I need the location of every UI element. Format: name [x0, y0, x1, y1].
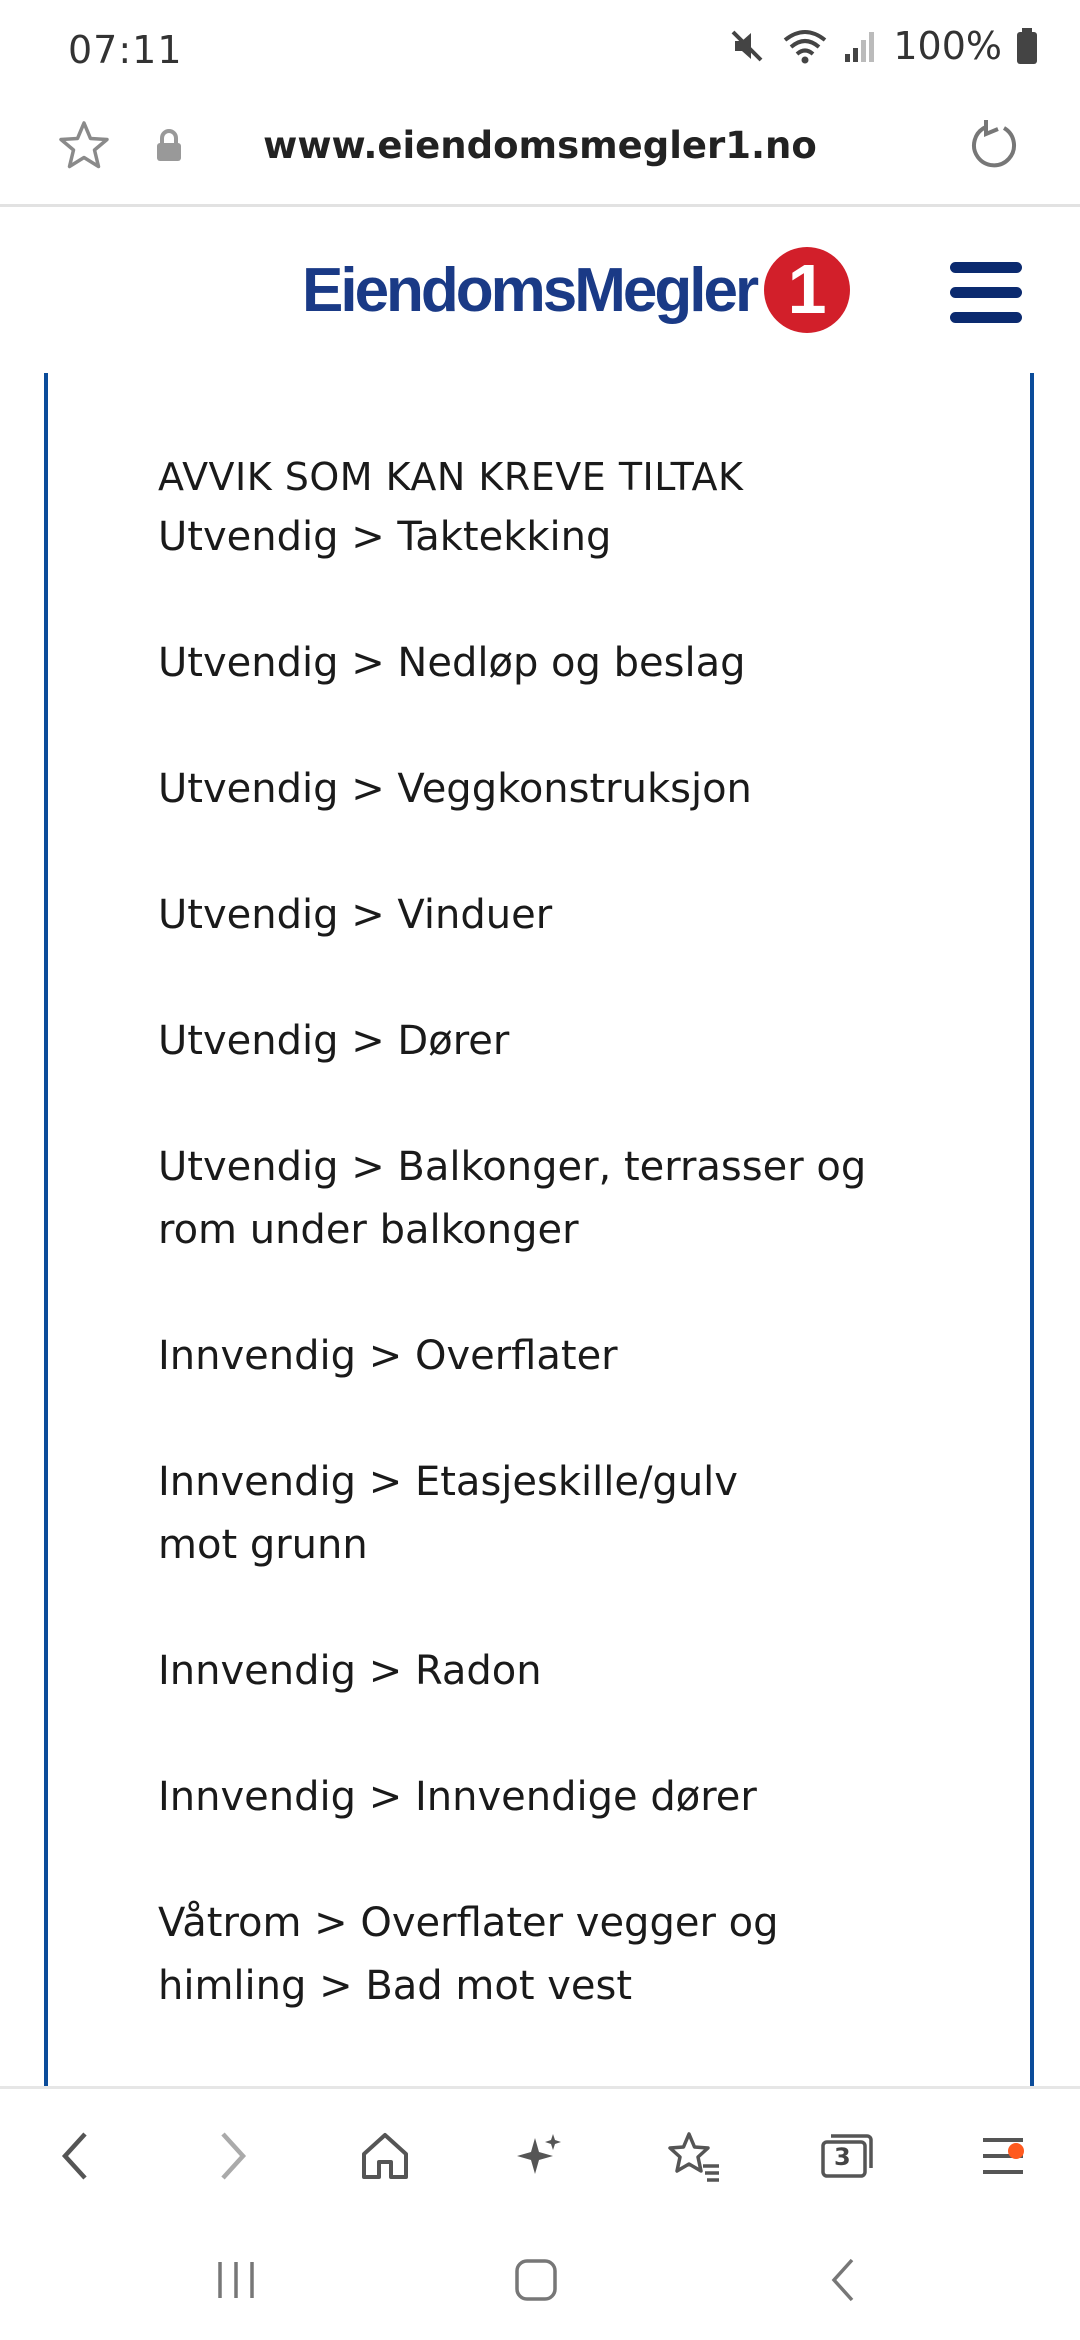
- browser-toolbar: [0, 2086, 1080, 2219]
- signal-icon: [843, 26, 879, 66]
- mute-icon: [727, 26, 767, 66]
- url-text[interactable]: www.eiendomsmegler1.no: [263, 124, 817, 167]
- deviation-item: Innvendig > Innvendige dører: [158, 1774, 757, 1820]
- tabs-button[interactable]: [812, 2121, 882, 2191]
- battery-icon: [1016, 26, 1038, 66]
- reload-icon[interactable]: [964, 116, 1024, 176]
- logo-text: EiendomsMegler: [302, 255, 757, 325]
- wifi-icon: [781, 26, 829, 66]
- status-bar: [0, 0, 1080, 100]
- sparkle-icon: [513, 2130, 565, 2182]
- forward-button[interactable]: [198, 2121, 268, 2191]
- eiendomsmegler-logo[interactable]: [302, 247, 850, 333]
- tabs-count: 3: [834, 2143, 851, 2171]
- system-navigation-bar: [0, 2216, 1080, 2340]
- home-button[interactable]: [350, 2121, 420, 2191]
- deviation-item: Innvendig > Overflater: [158, 1333, 618, 1379]
- status-time: 07:11: [68, 28, 183, 72]
- deviation-item: Utvendig > Taktekking: [158, 514, 612, 560]
- hamburger-menu-icon[interactable]: [950, 262, 1022, 324]
- chevron-left-icon: [55, 2128, 95, 2184]
- deviations-heading: AVVIK SOM KAN KREVE TILTAK: [158, 455, 744, 499]
- deviation-item: Utvendig > Vinduer: [158, 892, 553, 938]
- deviation-item: Utvendig > Veggkonstruksjon: [158, 766, 752, 812]
- back-button[interactable]: [40, 2121, 110, 2191]
- site-header: [0, 207, 1080, 373]
- ai-assist-button[interactable]: [504, 2121, 574, 2191]
- status-icons: [727, 24, 1038, 68]
- recent-apps-icon[interactable]: [212, 2256, 260, 2304]
- deviation-item: Utvendig > Nedløp og beslag: [158, 640, 746, 686]
- deviation-item: Våtrom > Overflater vegger og himling > Bad mot vest: [158, 1900, 779, 2009]
- home-nav-icon[interactable]: [512, 2256, 560, 2304]
- battery-percentage: 100%: [893, 24, 1002, 68]
- deviation-item: Utvendig > Dører: [158, 1018, 510, 1064]
- home-icon: [359, 2130, 411, 2182]
- deviation-item: Innvendig > Etasjeskille/gulv mot grunn: [158, 1459, 738, 1568]
- browser-menu-button[interactable]: [968, 2121, 1038, 2191]
- content-panel: [44, 373, 1034, 2086]
- back-nav-icon[interactable]: [820, 2256, 868, 2304]
- bookmarks-button[interactable]: [658, 2121, 728, 2191]
- bookmarks-star-list-icon: [665, 2130, 721, 2182]
- logo-badge-number: 1: [787, 250, 827, 328]
- logo-badge: [764, 247, 850, 333]
- browser-url-bar: [0, 100, 1080, 207]
- deviation-item: Innvendig > Radon: [158, 1648, 542, 1694]
- notification-dot: [1008, 2143, 1024, 2159]
- deviation-item: Utvendig > Balkonger, terrasser og rom under balkonger: [158, 1144, 867, 1253]
- chevron-right-icon: [213, 2128, 253, 2184]
